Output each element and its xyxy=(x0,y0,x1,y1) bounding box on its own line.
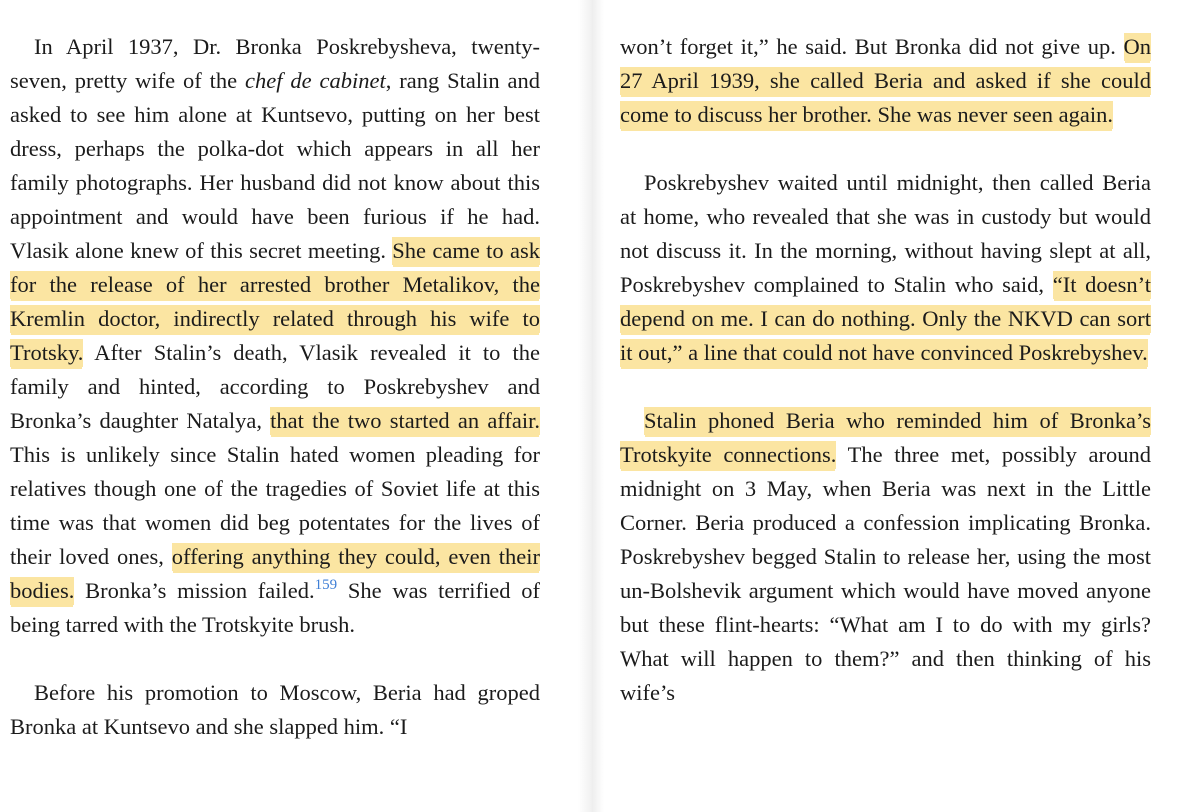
highlight-trotskyite-connections[interactable]: Stalin phoned Beria who reminded him of Bronka’s Trotskyite connections. xyxy=(620,408,1151,467)
text-run: The three met, possibly around midnight on 3 May, when Beria was next in the Little Corner. Beria produced a confession implicating Bronka. Poskrebyshev begged Stalin to release her, using the most un-Bolshevik argument which would have moved anyone but these flint-hearts: “What am I to do with my girls? What will happen to them?” and then thinking of his wife’s xyxy=(620,442,1151,705)
paragraph-beria-groped xyxy=(10,676,540,744)
text-run: In April 1937, Dr. Bronka Poskrebysheva, twenty-seven, pretty wife of the xyxy=(10,34,540,93)
highlight-affair[interactable]: that the two started an affair. xyxy=(270,408,540,433)
text-run: won’t forget it,” he said. But Bronka did not give up. xyxy=(620,34,1124,59)
text-run: She was terrified of being tarred with the Trotskyite brush. xyxy=(10,578,540,637)
left-page-text xyxy=(10,30,540,744)
text-run: , rang Stalin and asked to see him alone at Kuntsevo, putting on her best dress, perhaps the polka-dot which appears in all her family photographs. Her husband did not know about this appointment and would have been furious if he had. Vlasik alone knew of this secret meeting. xyxy=(10,68,540,263)
italic-chef-de-cabinet: chef de cabinet xyxy=(245,68,386,93)
right-page-text xyxy=(620,30,1151,710)
paragraph-continued xyxy=(620,30,1151,132)
text-run: After Stalin’s death, Vlasik revealed it to the family and hinted, according to Poskrebyshev and Bronka’s daughter Natalya, xyxy=(10,340,540,433)
paragraph-bronka-visit xyxy=(10,30,540,642)
footnote-reference-link[interactable]: 159 xyxy=(314,577,338,593)
highlight-called-beria[interactable]: On 27 April 1939, she called Beria and asked if she could come to discuss her brother. She was never seen again. xyxy=(620,34,1151,127)
text-run: Bronka’s mission failed. xyxy=(74,578,315,603)
highlight-offering-bodies[interactable]: offering anything they could, even their bodies. xyxy=(10,544,540,603)
paragraph-poskrebyshev-waited xyxy=(620,166,1151,370)
highlight-stalin-quote[interactable]: “It doesn’t depend on me. I can do nothing. Only the NKVD can sort it out,” a line that could not have convinced Poskrebyshev. xyxy=(620,272,1152,365)
page-gutter xyxy=(578,0,604,812)
text-run: Poskrebyshev waited until midnight, then called Beria at home, who revealed that she was in custody but would not discuss it. In the morning, without having slept at all, Poskrebyshev complained to Stalin who said, xyxy=(620,170,1151,297)
text-run: This is unlikely since Stalin hated women pleading for relatives though one of the tragedies of Soviet life at this time was that women did beg potentates for the lives of their loved ones, xyxy=(10,442,540,569)
text-run: Before his promotion to Moscow, Beria had groped Bronka at Kuntsevo and she slapped him. “I xyxy=(10,680,540,739)
paragraph-three-met xyxy=(620,404,1151,710)
highlight-release-request[interactable]: She came to ask for the release of her arrested brother Metalikov, the Kremlin doctor, indirectly related through his wife to Trotsky. xyxy=(10,238,540,365)
